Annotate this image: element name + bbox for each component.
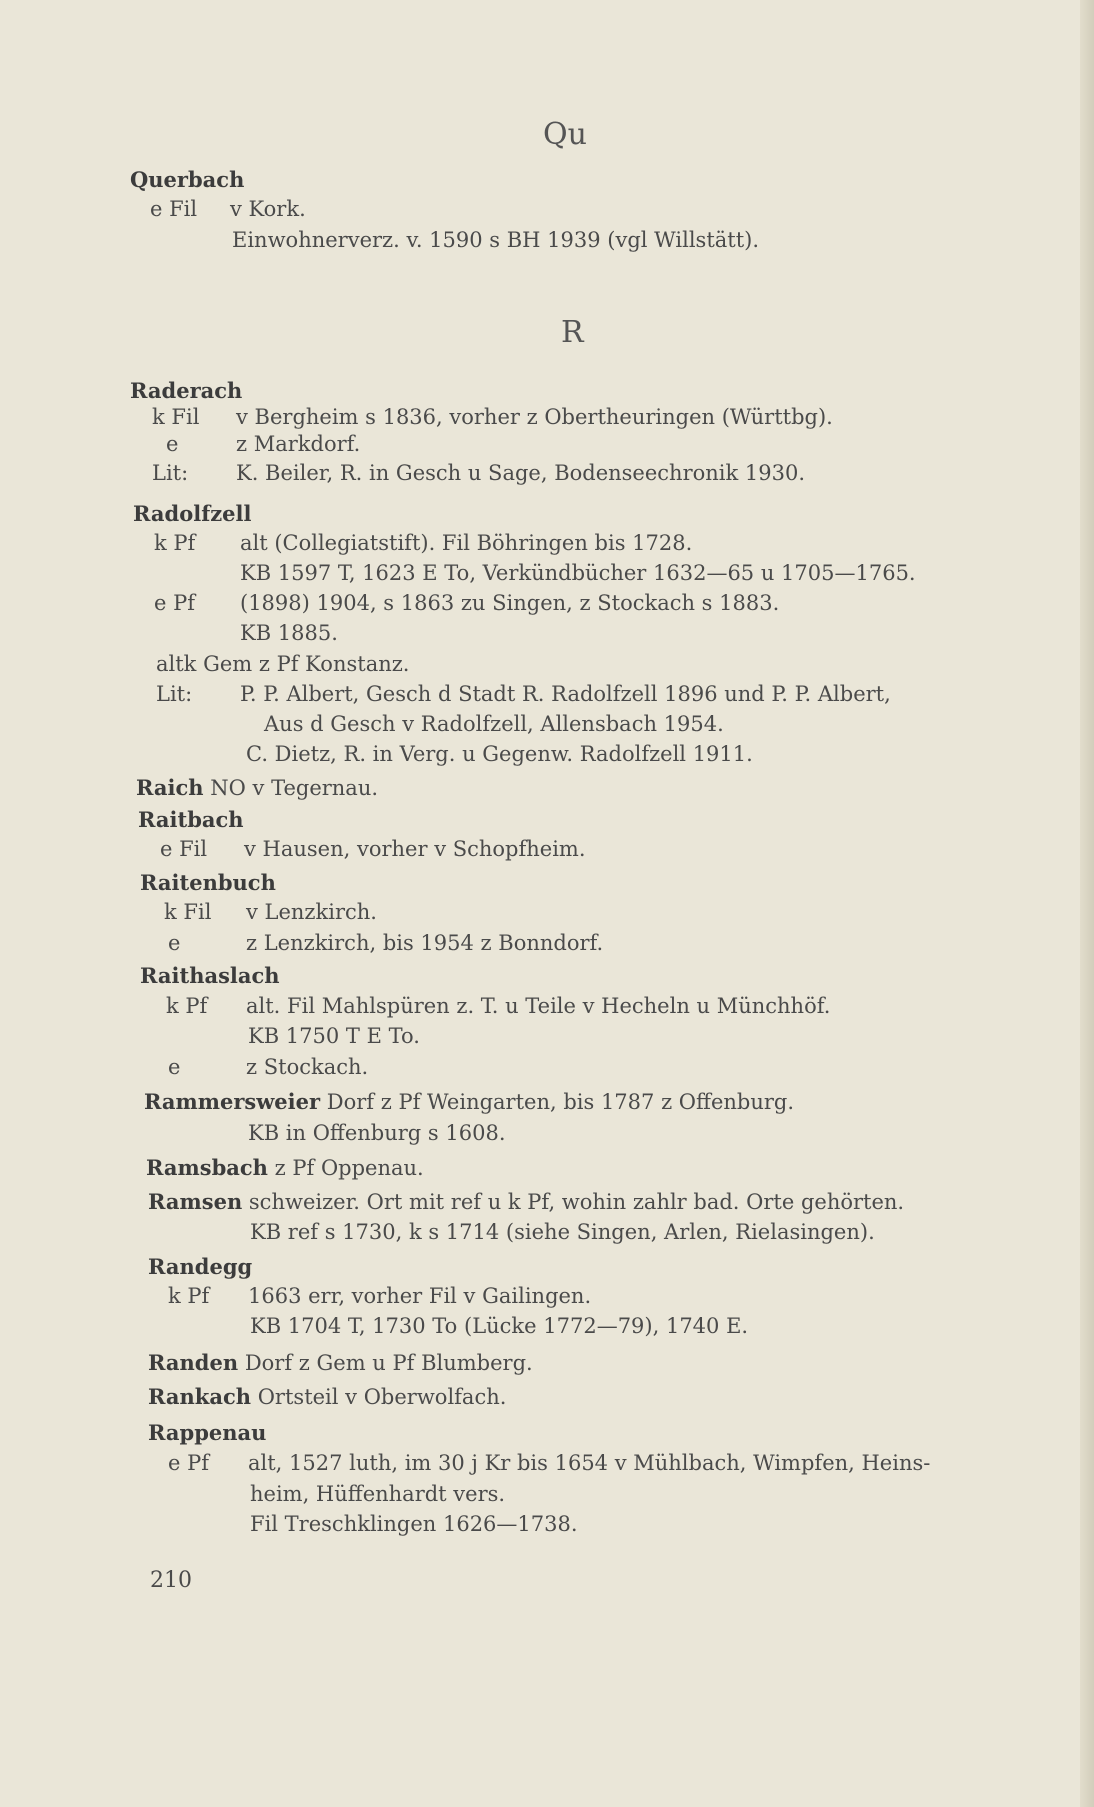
entry-code: e bbox=[168, 1055, 181, 1079]
entry-line: z Lenzkirch, bis 1954 z Bonndorf. bbox=[246, 931, 604, 955]
entry-name-randen: Randen bbox=[148, 1350, 239, 1375]
entry-line: KB 1885. bbox=[240, 621, 338, 645]
entry-randen bbox=[148, 1350, 533, 1376]
entry-raich bbox=[136, 775, 378, 801]
entry-line: Fil Treschklingen 1626—1738. bbox=[250, 1512, 578, 1536]
entry-line: KB in Offenburg s 1608. bbox=[248, 1121, 506, 1145]
entry-line: KB 1597 T, 1623 E To, Verkündbücher 1632—65 u 1705—1765. bbox=[240, 561, 916, 585]
entry-code: Lit: bbox=[152, 461, 189, 485]
page-number: 210 bbox=[150, 1568, 192, 1593]
entry-text: Dorf z Gem u Pf Blumberg. bbox=[244, 1351, 533, 1375]
entry-line: v Lenzkirch. bbox=[246, 900, 377, 924]
entry-line: C. Dietz, R. in Verg. u Gegenw. Radolfzell 1911. bbox=[246, 742, 753, 766]
entry-code: k Pf bbox=[154, 531, 196, 555]
entry-rankach bbox=[148, 1384, 506, 1410]
entry-code: k Fil bbox=[152, 405, 200, 429]
entry-line: P. P. Albert, Gesch d Stadt R. Radolfzell 1896 und P. P. Albert, bbox=[240, 682, 891, 706]
entry-text: z Pf Oppenau. bbox=[274, 1156, 424, 1180]
entry-text: schweizer. Ort mit ref u k Pf, wohin zahlr bad. Orte gehörten. bbox=[248, 1190, 905, 1214]
entry-name-rankach: Rankach bbox=[148, 1384, 252, 1409]
entry-name-querbach: Querbach bbox=[130, 167, 245, 192]
entry-text: Dorf z Pf Weingarten, bis 1787 z Offenburg. bbox=[326, 1090, 795, 1114]
entry-text: Ortsteil v Oberwolfach. bbox=[257, 1385, 507, 1409]
entry-name-raithaslach: Raithaslach bbox=[140, 963, 280, 988]
entry-line: altk Gem z Pf Konstanz. bbox=[156, 652, 410, 676]
entry-name-raderach: Raderach bbox=[130, 378, 243, 403]
entry-code: e Pf bbox=[154, 591, 196, 615]
entry-name-raitbach: Raitbach bbox=[138, 807, 244, 832]
entry-line: v Kork. bbox=[230, 197, 306, 221]
section-heading-qu: Qu bbox=[543, 117, 587, 152]
entry-line bbox=[150, 196, 197, 222]
entry-line: 1663 err, vorher Fil v Gailingen. bbox=[248, 1284, 592, 1308]
entry-line: Aus d Gesch v Radolfzell, Allensbach 1954. bbox=[264, 712, 724, 736]
entry-line: z Stockach. bbox=[246, 1055, 369, 1079]
entry-line: (1898) 1904, s 1863 zu Singen, z Stockach s 1883. bbox=[240, 591, 780, 615]
entry-name-raitenbuch: Raitenbuch bbox=[140, 870, 276, 895]
entry-code: k Fil bbox=[164, 900, 212, 924]
entry-code: k Pf bbox=[166, 994, 208, 1018]
entry-line: v Hausen, vorher v Schopfheim. bbox=[244, 837, 586, 861]
entry-ramsbach bbox=[146, 1155, 424, 1181]
entry-name-ramsen: Ramsen bbox=[148, 1189, 243, 1214]
entry-code: e Pf bbox=[168, 1451, 210, 1475]
entry-name-rammersweier: Rammersweier bbox=[144, 1089, 321, 1114]
entry-line: K. Beiler, R. in Gesch u Sage, Bodenseechronik 1930. bbox=[236, 461, 806, 485]
entry-line: heim, Hüffenhardt vers. bbox=[250, 1482, 506, 1506]
entry-line: alt, 1527 luth, im 30 j Kr bis 1654 v Mühlbach, Wimpfen, Heins- bbox=[248, 1451, 931, 1475]
entry-line: v Bergheim s 1836, vorher z Obertheuringen (Württbg). bbox=[236, 405, 833, 429]
page-spine-shadow bbox=[1080, 0, 1094, 1807]
entry-line: Einwohnerverz. v. 1590 s BH 1939 (vgl Willstätt). bbox=[232, 228, 760, 252]
entry-line: KB 1704 T, 1730 To (Lücke 1772—79), 1740 E. bbox=[250, 1314, 749, 1338]
entry-code: e bbox=[166, 432, 179, 456]
entry-rammersweier bbox=[144, 1089, 794, 1115]
entry-line: KB ref s 1730, k s 1714 (siehe Singen, Arlen, Rielasingen). bbox=[250, 1220, 875, 1244]
entry-name-radolfzell: Radolfzell bbox=[133, 501, 252, 526]
entry-name-rappenau: Rappenau bbox=[148, 1420, 267, 1445]
entry-line: alt (Collegiatstift). Fil Böhringen bis 1728. bbox=[240, 531, 693, 555]
entry-name-randegg: Randegg bbox=[148, 1254, 253, 1279]
entry-code: e Fil bbox=[160, 837, 208, 861]
entry-ramsen bbox=[148, 1189, 904, 1215]
entry-line: KB 1750 T E To. bbox=[248, 1024, 420, 1048]
entry-line: z Markdorf. bbox=[236, 432, 361, 456]
entry-name-raich: Raich bbox=[136, 775, 204, 800]
section-heading-r: R bbox=[561, 315, 584, 350]
entry-code: Lit: bbox=[156, 682, 193, 706]
entry-code: e Fil bbox=[150, 197, 198, 221]
entry-text: NO v Tegernau. bbox=[210, 776, 379, 800]
entry-name-ramsbach: Ramsbach bbox=[146, 1155, 268, 1180]
entry-line: alt. Fil Mahlspüren z. T. u Teile v Hecheln u Münchhöf. bbox=[246, 994, 831, 1018]
entry-code: k Pf bbox=[168, 1284, 210, 1308]
entry-code: e bbox=[168, 931, 181, 955]
